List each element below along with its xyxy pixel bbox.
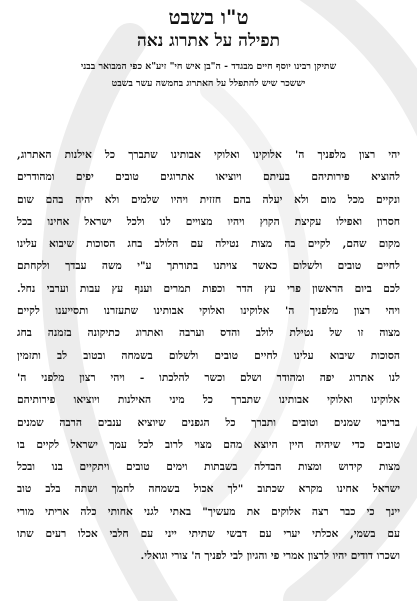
intro-line-1: שתיקן רבינו יוסף חיים מבגדד - ה"בן איש חי" זיע"א כפי המבואר בבני xyxy=(80,61,337,72)
prayer-line: עם בשמי, אכלתי יערי עם דבשי שתיתי ייני עם חלבי אכלו רעים שתו xyxy=(17,528,400,541)
prayer-line: לחיים טובים ולשלום כאשר צויתנו בתורתך ע"י משה עבדך ולקחתם xyxy=(17,260,400,273)
prayer-line: יהי רצון מלפניך ה' אלוקינו ואלוקי אבותינו שתברך כל אילנות האתרוג, xyxy=(17,149,400,161)
prayer-line: חסרון ואפילו עקיצת הקוץ ויהיו מצויים לנו ולכל ישראל אחינו בכל xyxy=(17,215,400,228)
prayer-line: יינך כי כבר רצה אלוקים את מעשיך" באתי לגני אחותי כלה אריתי מורי xyxy=(17,505,400,518)
prayer-line: מצוה זו של נטילת לולב והדס וערבה ואתרוג כתיקונה בזמנה בחג xyxy=(17,327,400,340)
prayer-line: טובים כדי שיהיה היין היוצא מהם מצוי לרוב לכל עמך ישראל לקיים בו xyxy=(17,438,400,451)
prayer-line: ישראל אחינו מקרא שכתוב "לך אכול בשמחה לחמך ושתה בלב טוב xyxy=(17,483,400,496)
prayer-line: להוציא פירותיהם בעיתם ויוציאו אתרוגים טובים יפים ומהודרים xyxy=(17,171,400,184)
intro-line-2: יששכר שיש להתפלל על האתרוג בחמשה עשר בשבט xyxy=(111,78,306,89)
prayer-text xyxy=(14,144,403,568)
prayer-line: מקום שהם, לקיים בה מצות נטילה עם הלולב בחג הסוכות שיבוא עלינו xyxy=(17,238,400,251)
prayer-line: ושכרו דודים יהיו לרצון אמרי פי והגיון לבי לפניך ה' צורי וגואלי. xyxy=(140,550,400,563)
prayer-line: ונקיים מכל מום ולא יעלה בהם חזזית ויהיו שלמים ולא יהיה בהם שום xyxy=(17,193,400,206)
page-subtitle: תפילה על אתרוג נאה xyxy=(137,31,280,51)
prayer-line: בריבוי שמנים וטובים ותברך כל הגפנים שיוציא ענבים הרבה שמנים xyxy=(17,416,400,429)
prayer-line: לנו אתרוג יפה ומהודר ושלם וכשר להלכתו - ויהי רצון מלפני ה' xyxy=(17,371,400,384)
prayer-line: אלוקינו ואלוקי אבותינו שתברך כל מיני האילנות ויוציאו פירותיהם xyxy=(17,394,400,407)
page-title: ט"ו בשבט xyxy=(168,5,249,29)
prayer-line: לכם ביום הראשון פרי עץ הדר וכפות תמרים וענף עץ עבות וערבי נחל. xyxy=(17,282,400,295)
prayer-line: מצות קידוש ומצות הבדלה בשבתות וימים טובים ויתקיים בנו ובכל xyxy=(17,461,400,474)
prayer-line: ויהי רצון מלפניך ה' אלוקינו ואלוקי אבותינו שתעזרנו ותסייענו לקיים xyxy=(17,305,400,318)
prayer-line: הסוכות שיבוא עלינו לחיים טובים ולשלום בשמחה ובטוב לב ותזמין xyxy=(17,349,400,362)
